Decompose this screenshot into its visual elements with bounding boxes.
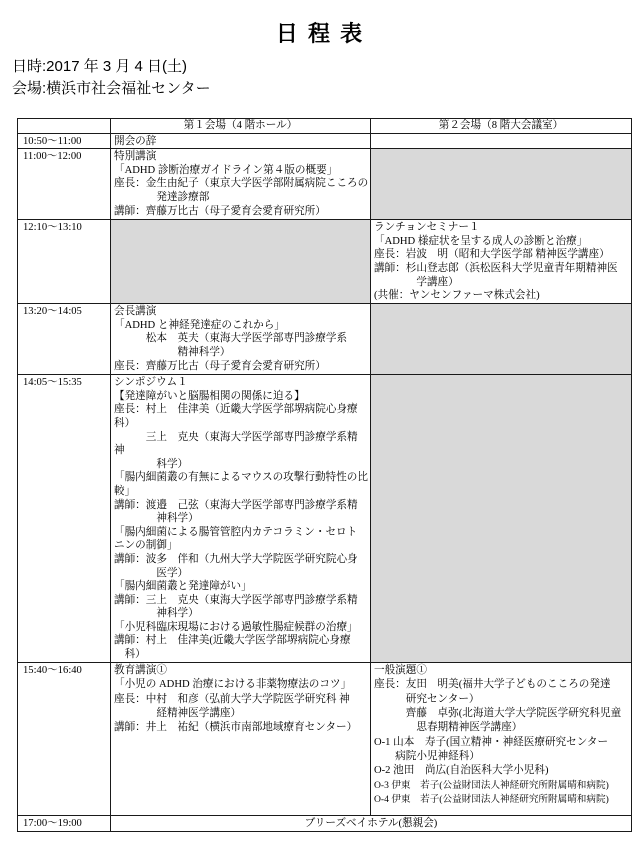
session-type: シンポジウム１ — [114, 377, 188, 389]
schedule-row — [18, 149, 632, 220]
session-line: 開会の辞 — [114, 135, 157, 147]
schedule-row — [18, 220, 632, 304]
session-line: 較」 — [114, 485, 136, 497]
presentation-line: O-3 伊東 若子(公益財団法人神経研究所附属晴和病院) — [374, 779, 609, 791]
session-line: 講師：齊藤万比古（母子愛育会愛育研究所） — [114, 205, 326, 217]
presentation-line: O-1 山本 寿子(国立精神・神経医療研究センター — [374, 736, 609, 748]
session-line: 座長：齊藤万比古（母子愛育会愛育研究所） — [114, 360, 326, 372]
presentation-line: O-4 伊東 若子(公益財団法人神経研究所附属晴和病院) — [374, 793, 609, 805]
session-line: 講師：井上 祐紀（横浜市南部地域療育センター） — [114, 722, 358, 734]
hall1-header: 第１会場（4 階ホール） — [111, 119, 371, 134]
schedule-row — [18, 133, 632, 149]
session-line: 「小児の ADHD 治療における非薬物療法のコツ」 — [114, 679, 352, 691]
hall2-empty-slot — [371, 304, 632, 375]
hall1-session — [111, 663, 371, 816]
session-line: 「小児科臨床現場における過敏性腸症候群の治療」 — [114, 621, 358, 633]
session-type: ランチョンセミナー１ — [374, 222, 480, 234]
event-venue: 会場:横浜市社会福祉センター — [12, 80, 211, 97]
time-header — [18, 119, 111, 134]
session-line: (共催：ヤンセンファーマ株式会社) — [374, 290, 540, 302]
hall2-empty-slot — [371, 133, 632, 149]
session-type: 一般演題① — [374, 665, 427, 677]
session-line: 座長：金生由紀子（東京大学医学部附属病院こころの — [114, 178, 369, 190]
schedule-row — [18, 816, 632, 832]
header-row — [18, 119, 632, 134]
session-line: 「腸内細菌叢と発達障がい」 — [114, 581, 252, 593]
hall1-session — [111, 133, 371, 149]
time-slot: 13:20～14:05 — [18, 304, 111, 375]
hall2-session — [371, 663, 632, 816]
session-line: 「ADHD 診断治療ガイドライン第４版の概要」 — [114, 164, 338, 176]
session-line: 講師：三上 克央（東海大学医学部専門診療学系精 — [114, 594, 358, 606]
session-line: 思春期精神医学講座） — [374, 722, 523, 734]
session-type: 会長講演 — [114, 306, 157, 318]
session-line: 三上 克央（東海大学医学部専門診療学系精 — [114, 431, 358, 443]
session-line: 講師：渡邉 己弦（東海大学医学部専門診療学系精 — [114, 499, 358, 511]
schedule-row — [18, 375, 632, 663]
session-line: 講師：波多 伴和（九州大学大学院医学研究院心身 — [114, 553, 358, 565]
session-line: 松本 英夫（東海大学医学部専門診療学系 — [114, 333, 348, 345]
session-line: 齊藤 卓弥(北海道大学大学院医学研究科児童 — [374, 708, 622, 720]
session-line: ニンの制御」 — [114, 540, 178, 552]
session-line: 「腸内細菌による腸管管腔内カテコラミン・セロト — [114, 526, 358, 538]
event-date: 日時:2017 年 3 月 4 日(土) — [12, 58, 188, 75]
hall2-header: 第２会場（8 階大会議室） — [371, 119, 632, 134]
page-title: 日 程 表 — [275, 21, 365, 46]
session-line: 座長：村上 佳津美（近畿大学医学部堺病院心身療 — [114, 404, 358, 416]
session-line: 「腸内細菌叢の有無によるマウスの攻撃行動特性の比 — [114, 472, 368, 484]
session-type: 教育講演① — [114, 665, 167, 677]
time-slot: 11:00～12:00 — [18, 149, 111, 220]
reception-session: ブリーズベイホテル(懇親会) — [111, 816, 632, 832]
session-line: 座長：友田 明美(福井大学子どものこころの発達 — [374, 679, 611, 691]
time-slot: 15:40～16:40 — [18, 663, 111, 816]
hall1-session — [111, 375, 371, 663]
session-line: 科） — [114, 417, 136, 429]
session-line: 座長：中村 和彦（弘前大学大学院医学研究科 神 — [114, 693, 350, 705]
session-line: 学講座） — [374, 276, 459, 288]
hall1-session — [111, 149, 371, 220]
session-line: 経精神医学講座） — [114, 708, 242, 720]
session-line: 発達診療部 — [114, 191, 210, 203]
session-line: 【発達障がいと脳腸相関の関係に迫る】 — [114, 390, 305, 402]
session-line: 研究センター） — [374, 693, 480, 705]
time-slot: 10:50～11:00 — [18, 133, 111, 149]
time-slot: 17:00～19:00 — [18, 816, 111, 832]
session-line: 科学） — [114, 458, 189, 470]
hall1-empty-slot — [111, 220, 371, 304]
time-slot: 12:10～13:10 — [18, 220, 111, 304]
session-line: 病院小児神経科） — [374, 750, 480, 762]
time-slot: 14:05～15:35 — [18, 375, 111, 663]
session-type: 特別講演 — [114, 151, 157, 163]
session-line: 医学） — [114, 567, 189, 579]
presentation-line: O-2 池田 尚広(自治医科大学小児科) — [374, 765, 549, 777]
session-line: 「ADHD と神経発達症のこれから」 — [114, 319, 285, 331]
session-line: 神 — [114, 445, 125, 457]
session-line: 神科学） — [114, 608, 199, 620]
session-line: 科） — [114, 649, 146, 661]
session-line: 座長：岩波 明（昭和大学医学部 精神医学講座） — [374, 249, 610, 261]
session-line: 神科学） — [114, 513, 199, 525]
session-line: 「ADHD 様症状を呈する成人の診断と治療」 — [374, 235, 588, 247]
hall2-session — [371, 220, 632, 304]
hall2-empty-slot — [371, 375, 632, 663]
session-line: 講師：杉山登志郎（浜松医科大学児童青年期精神医 — [374, 262, 618, 274]
schedule-table — [17, 118, 632, 832]
schedule-row — [18, 663, 632, 816]
session-line: 講師：村上 佳津美(近畿大学医学部堺病院心身療 — [114, 635, 351, 647]
schedule-row — [18, 304, 632, 375]
hall2-empty-slot — [371, 149, 632, 220]
hall1-session — [111, 304, 371, 375]
session-line: 精神科学） — [114, 346, 231, 358]
